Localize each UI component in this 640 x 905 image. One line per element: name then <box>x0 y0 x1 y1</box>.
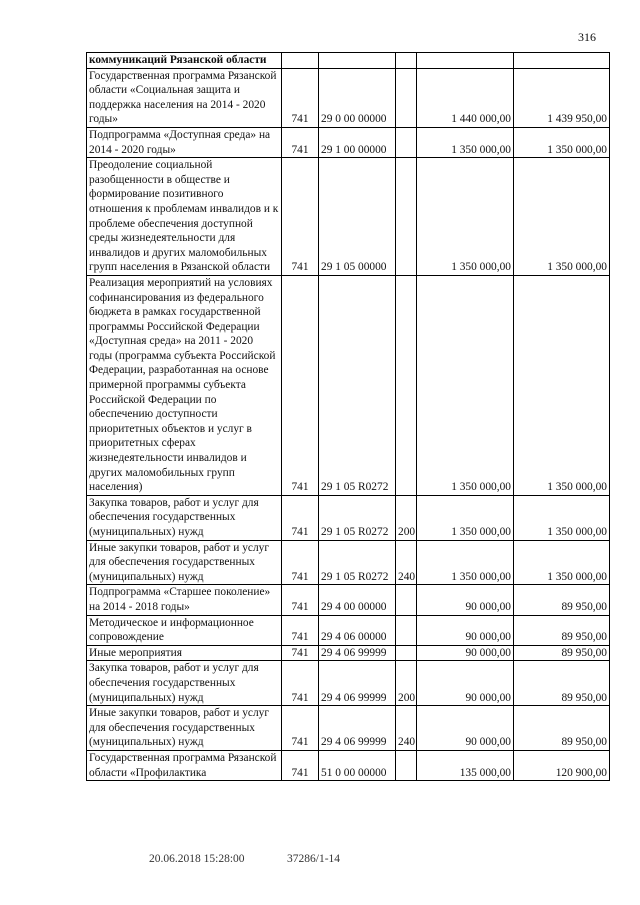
row-executed-sum: 89 950,00 <box>514 661 610 706</box>
row-executed-sum: 89 950,00 <box>514 706 610 751</box>
row-name: Государственная программа Рязанской области «Профилактика <box>87 750 282 780</box>
row-admin-code: 741 <box>282 127 319 157</box>
row-name: Иные закупки товаров, работ и услуг для обеспечения государственных (муниципальных) нужд <box>87 706 282 751</box>
row-planned-sum: 1 440 000,00 <box>417 68 514 127</box>
row-admin-code: 741 <box>282 275 319 495</box>
table-row <box>87 68 610 127</box>
row-executed-sum: 1 350 000,00 <box>514 540 610 585</box>
row-planned-sum: 1 350 000,00 <box>417 127 514 157</box>
row-target-article: 29 1 05 R0272 <box>319 540 396 585</box>
row-executed-sum: 1 350 000,00 <box>514 158 610 276</box>
row-target-article: 51 0 00 00000 <box>319 750 396 780</box>
row-planned-sum: 90 000,00 <box>417 585 514 615</box>
row-executed-sum: 1 350 000,00 <box>514 275 610 495</box>
row-executed-sum: 1 439 950,00 <box>514 68 610 127</box>
row-name: Закупка товаров, работ и услуг для обеспечения государственных (муниципальных) нужд <box>87 495 282 540</box>
row-target-article <box>319 53 396 69</box>
row-expense-type: 240 <box>396 706 417 751</box>
row-executed-sum: 89 950,00 <box>514 585 610 615</box>
footer-document-code: 37286/1-14 <box>287 853 341 865</box>
row-expense-type <box>396 585 417 615</box>
row-expense-type <box>396 275 417 495</box>
row-name: Иные закупки товаров, работ и услуг для обеспечения государственных (муниципальных) нужд <box>87 540 282 585</box>
row-planned-sum: 135 000,00 <box>417 750 514 780</box>
budget-table <box>86 52 610 781</box>
row-name: Иные мероприятия <box>87 645 282 661</box>
row-name: Преодоление социальной разобщенности в обществе и формирование позитивного отношения к проблемам инвалидов и к проблеме обеспечения доступной среды жизнедеятельности для инвалидов и других маломобильных групп населения в Рязанской области <box>87 158 282 276</box>
row-expense-type: 240 <box>396 540 417 585</box>
row-target-article: 29 0 00 00000 <box>319 68 396 127</box>
row-target-article: 29 4 06 99999 <box>319 645 396 661</box>
row-expense-type <box>396 750 417 780</box>
row-expense-type <box>396 68 417 127</box>
row-target-article: 29 1 05 R0272 <box>319 275 396 495</box>
row-expense-type <box>396 645 417 661</box>
budget-table-body <box>87 53 610 781</box>
row-planned-sum: 90 000,00 <box>417 645 514 661</box>
row-admin-code: 741 <box>282 750 319 780</box>
row-executed-sum: 89 950,00 <box>514 615 610 645</box>
row-target-article: 29 1 05 00000 <box>319 158 396 276</box>
row-name: Государственная программа Рязанской области «Социальная защита и поддержка населения на 2014 - 2020 годы» <box>87 68 282 127</box>
row-admin-code: 741 <box>282 645 319 661</box>
row-target-article: 29 4 06 99999 <box>319 706 396 751</box>
row-target-article: 29 4 06 99999 <box>319 661 396 706</box>
table-row <box>87 661 610 706</box>
row-expense-type <box>396 53 417 69</box>
row-admin-code: 741 <box>282 68 319 127</box>
table-row <box>87 645 610 661</box>
row-executed-sum: 1 350 000,00 <box>514 127 610 157</box>
table-row <box>87 750 610 780</box>
row-planned-sum: 1 350 000,00 <box>417 275 514 495</box>
row-name: Методическое и информационное сопровождение <box>87 615 282 645</box>
footer-timestamp: 20.06.2018 15:28:00 <box>149 853 245 865</box>
table-row <box>87 615 610 645</box>
row-admin-code: 741 <box>282 615 319 645</box>
row-expense-type: 200 <box>396 661 417 706</box>
row-planned-sum: 1 350 000,00 <box>417 495 514 540</box>
table-row <box>87 53 610 69</box>
row-admin-code: 741 <box>282 585 319 615</box>
row-planned-sum: 1 350 000,00 <box>417 540 514 585</box>
row-executed-sum: 120 900,00 <box>514 750 610 780</box>
row-executed-sum: 89 950,00 <box>514 645 610 661</box>
row-expense-type <box>396 158 417 276</box>
row-admin-code: 741 <box>282 540 319 585</box>
table-row <box>87 127 610 157</box>
row-admin-code: 741 <box>282 706 319 751</box>
row-executed-sum <box>514 53 610 69</box>
table-row <box>87 275 610 495</box>
row-name: Реализация мероприятий на условиях софинансирования из федерального бюджета в рамках государственной программы Российской Федерации «Доступная среда» на 2011 - 2020 годы (программа субъекта Российской Федерации, разработанная на основе примерной программы субъекта Российской Федерации по обеспечению доступности приоритетных объектов и услуг в приоритетных сферах жизнедеятельности инвалидов и других маломобильных групп населения) <box>87 275 282 495</box>
row-planned-sum <box>417 53 514 69</box>
row-expense-type <box>396 615 417 645</box>
table-row <box>87 540 610 585</box>
row-planned-sum: 90 000,00 <box>417 661 514 706</box>
row-executed-sum: 1 350 000,00 <box>514 495 610 540</box>
row-target-article: 29 4 00 00000 <box>319 585 396 615</box>
row-name: коммуникаций Рязанской области <box>87 53 282 69</box>
row-expense-type <box>396 127 417 157</box>
table-row <box>87 495 610 540</box>
row-planned-sum: 90 000,00 <box>417 706 514 751</box>
table-row <box>87 158 610 276</box>
row-name: Закупка товаров, работ и услуг для обеспечения государственных (муниципальных) нужд <box>87 661 282 706</box>
row-admin-code: 741 <box>282 661 319 706</box>
row-name: Подпрограмма «Доступная среда» на 2014 - 2020 годы» <box>87 127 282 157</box>
row-target-article: 29 1 00 00000 <box>319 127 396 157</box>
row-name: Подпрограмма «Старшее поколение» на 2014 - 2018 годы» <box>87 585 282 615</box>
row-admin-code: 741 <box>282 495 319 540</box>
page-number: 316 <box>578 30 596 44</box>
row-planned-sum: 90 000,00 <box>417 615 514 645</box>
row-target-article: 29 1 05 R0272 <box>319 495 396 540</box>
table-row <box>87 585 610 615</box>
row-planned-sum: 1 350 000,00 <box>417 158 514 276</box>
row-target-article: 29 4 06 00000 <box>319 615 396 645</box>
row-admin-code: 741 <box>282 158 319 276</box>
row-admin-code <box>282 53 319 69</box>
row-expense-type: 200 <box>396 495 417 540</box>
table-row <box>87 706 610 751</box>
